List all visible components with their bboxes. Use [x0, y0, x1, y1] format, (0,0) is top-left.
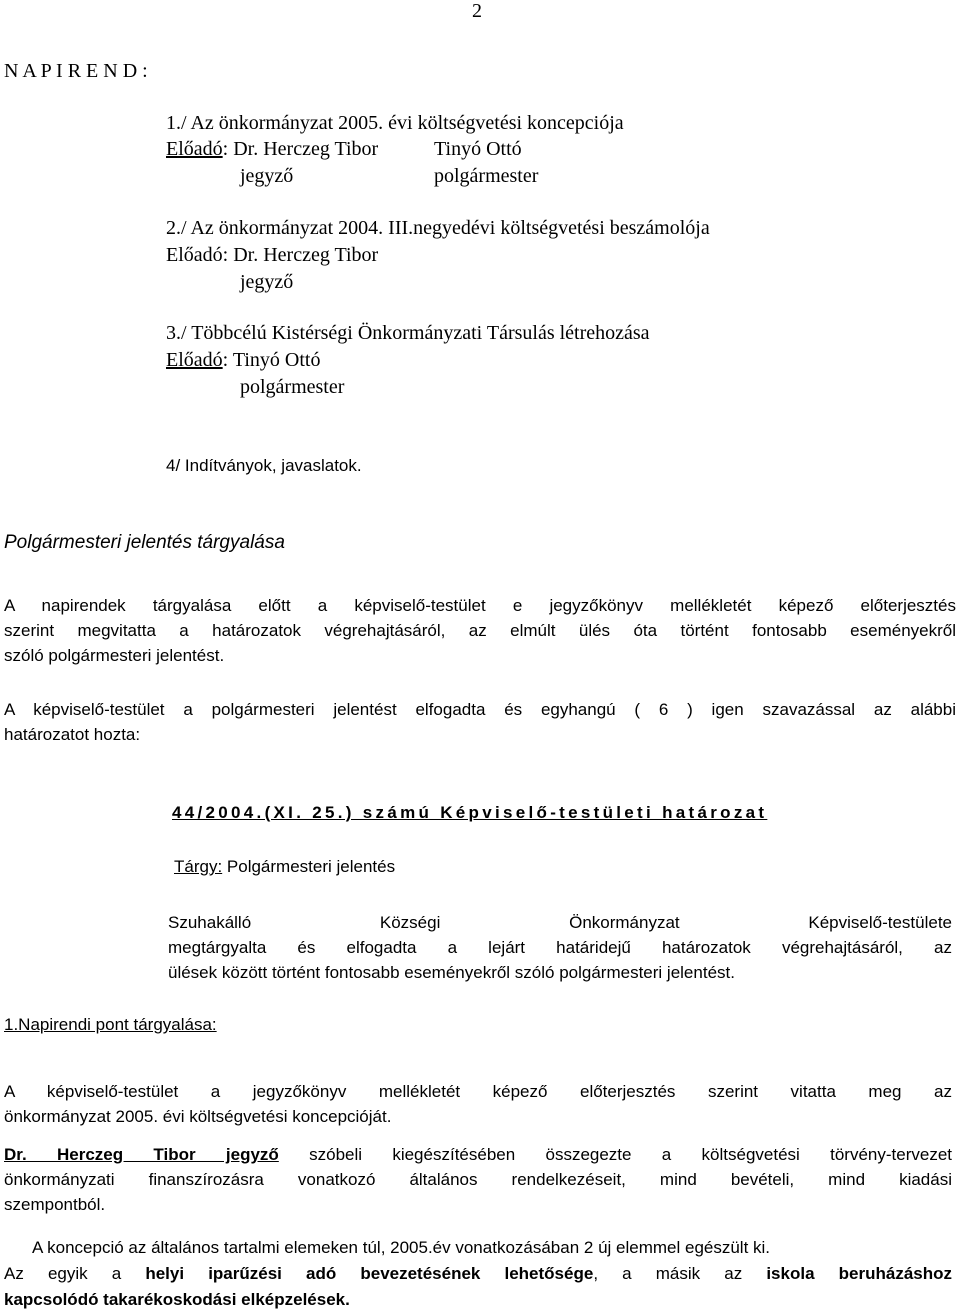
line-text: Az egyik a	[4, 1264, 146, 1283]
concept-paragraph	[4, 1235, 952, 1313]
resolution-line: megtárgyalta és elfogadta a lejárt határidejű határozatok végrehajtásáról, az	[168, 938, 952, 957]
speaker-name: Dr. Herczeg Tibor jegyző	[4, 1145, 279, 1164]
subject-text: Polgármesteri jelentés	[222, 857, 396, 876]
agenda-item-2-presenter: Előadó: Dr. Herczeg Tibor	[166, 244, 379, 266]
line-text: , a másik az	[593, 1264, 767, 1283]
presenter-name: : Tinyó Ottó	[222, 349, 321, 371]
paragraph-line: kapcsolódó takarékoskodási elképzelések.	[4, 1290, 350, 1309]
resolution-subject	[174, 857, 395, 877]
paragraph-line: szempontból.	[4, 1195, 106, 1214]
paragraph-line: határozatot hozta:	[4, 725, 141, 744]
presenter-label: Előadó	[166, 138, 223, 160]
paragraph-line: A napirendek tárgyalása előtt a képviselő-testület e jegyzőkönyv mellékletét képező előterjesztés	[4, 596, 956, 615]
emphasis-text: helyi iparűzési adó bevezetésének lehetősége	[145, 1264, 594, 1283]
agenda-item-3-title: 3./ Többcélú Kistérségi Önkormányzati Társulás létrehozása	[166, 322, 650, 344]
paragraph-line: önkormányzat 2005. évi költségvetési koncepcióját.	[4, 1107, 392, 1126]
report-paragraph	[4, 593, 956, 668]
agenda-item-3-presenter	[166, 349, 320, 372]
line-text: szóbeli kiegészítésében összegezte a költségvetési törvény-tervezet	[278, 1145, 952, 1164]
paragraph-line: önkormányzati finanszírozásra vonatkozó általános rendelkezéseit, mind bevételi, mind kiadási	[4, 1170, 952, 1189]
agenda-point-title: 1.Napirendi pont tárgyalása:	[4, 1015, 217, 1034]
paragraph-line: A képviselő-testület a jegyzőkönyv mellékletét képező előterjesztés szerint vitatta meg az	[4, 1082, 952, 1101]
agenda-item-2-title: 2./ Az önkormányzat 2004. III.negyedévi költségvetési beszámolója	[166, 217, 710, 239]
agenda-item-1-presenter	[166, 138, 378, 161]
vote-paragraph	[4, 697, 956, 747]
supplement-paragraph	[4, 1142, 952, 1217]
paragraph-line: szerint megvitatta a határozatok végrehajtásáról, az elmúlt ülés óta történt fontosabb eseményekről	[4, 621, 956, 640]
emphasis-text: iskola beruházáshoz	[766, 1264, 952, 1283]
agenda-heading: N A P I R E N D :	[4, 60, 148, 82]
resolution-title: 44/2004.(XI. 25.) számú Képviselő-testületi határozat	[172, 803, 768, 822]
paragraph-line	[4, 1261, 952, 1287]
agenda-item-3-role: polgármester	[240, 376, 345, 398]
agenda-item-1-title: 1./ Az önkormányzat 2005. évi költségvetési koncepciója	[166, 112, 624, 134]
resolution-line: Szuhakálló Községi Önkormányzat Képviselő-testülete	[168, 913, 952, 932]
paragraph-line: szóló polgármesteri jelentést.	[4, 646, 225, 665]
agenda-item-4-title: 4/ Indítványok, javaslatok.	[166, 456, 362, 475]
paragraph-line	[4, 1142, 952, 1167]
section-title: Polgármesteri jelentés tárgyalása	[4, 532, 285, 553]
agenda-item-1-role-2: polgármester	[434, 165, 539, 187]
discussion-paragraph	[4, 1079, 952, 1129]
presenter-name: : Dr. Herczeg Tibor	[222, 138, 379, 160]
resolution-line: ülések között történt fontosabb eseményekről szóló polgármesteri jelentést.	[168, 963, 735, 982]
page-number: 2	[472, 0, 482, 22]
paragraph-line: A koncepció az általános tartalmi elemeken túl, 2005.év vonatkozásában 2 új elemmel egészült ki.	[32, 1238, 771, 1257]
presenter-label: Előadó	[166, 349, 223, 371]
resolution-body	[168, 910, 952, 985]
agenda-item-1-role-1: jegyző	[240, 165, 294, 187]
agenda-item-1-presenter-2: Tinyó Ottó	[434, 138, 522, 160]
agenda-item-2-role: jegyző	[240, 271, 294, 293]
subject-label: Tárgy:	[174, 857, 223, 876]
paragraph-line: A képviselő-testület a polgármesteri jelentést elfogadta és egyhangú ( 6 ) igen szavazással az alábbi	[4, 700, 956, 719]
